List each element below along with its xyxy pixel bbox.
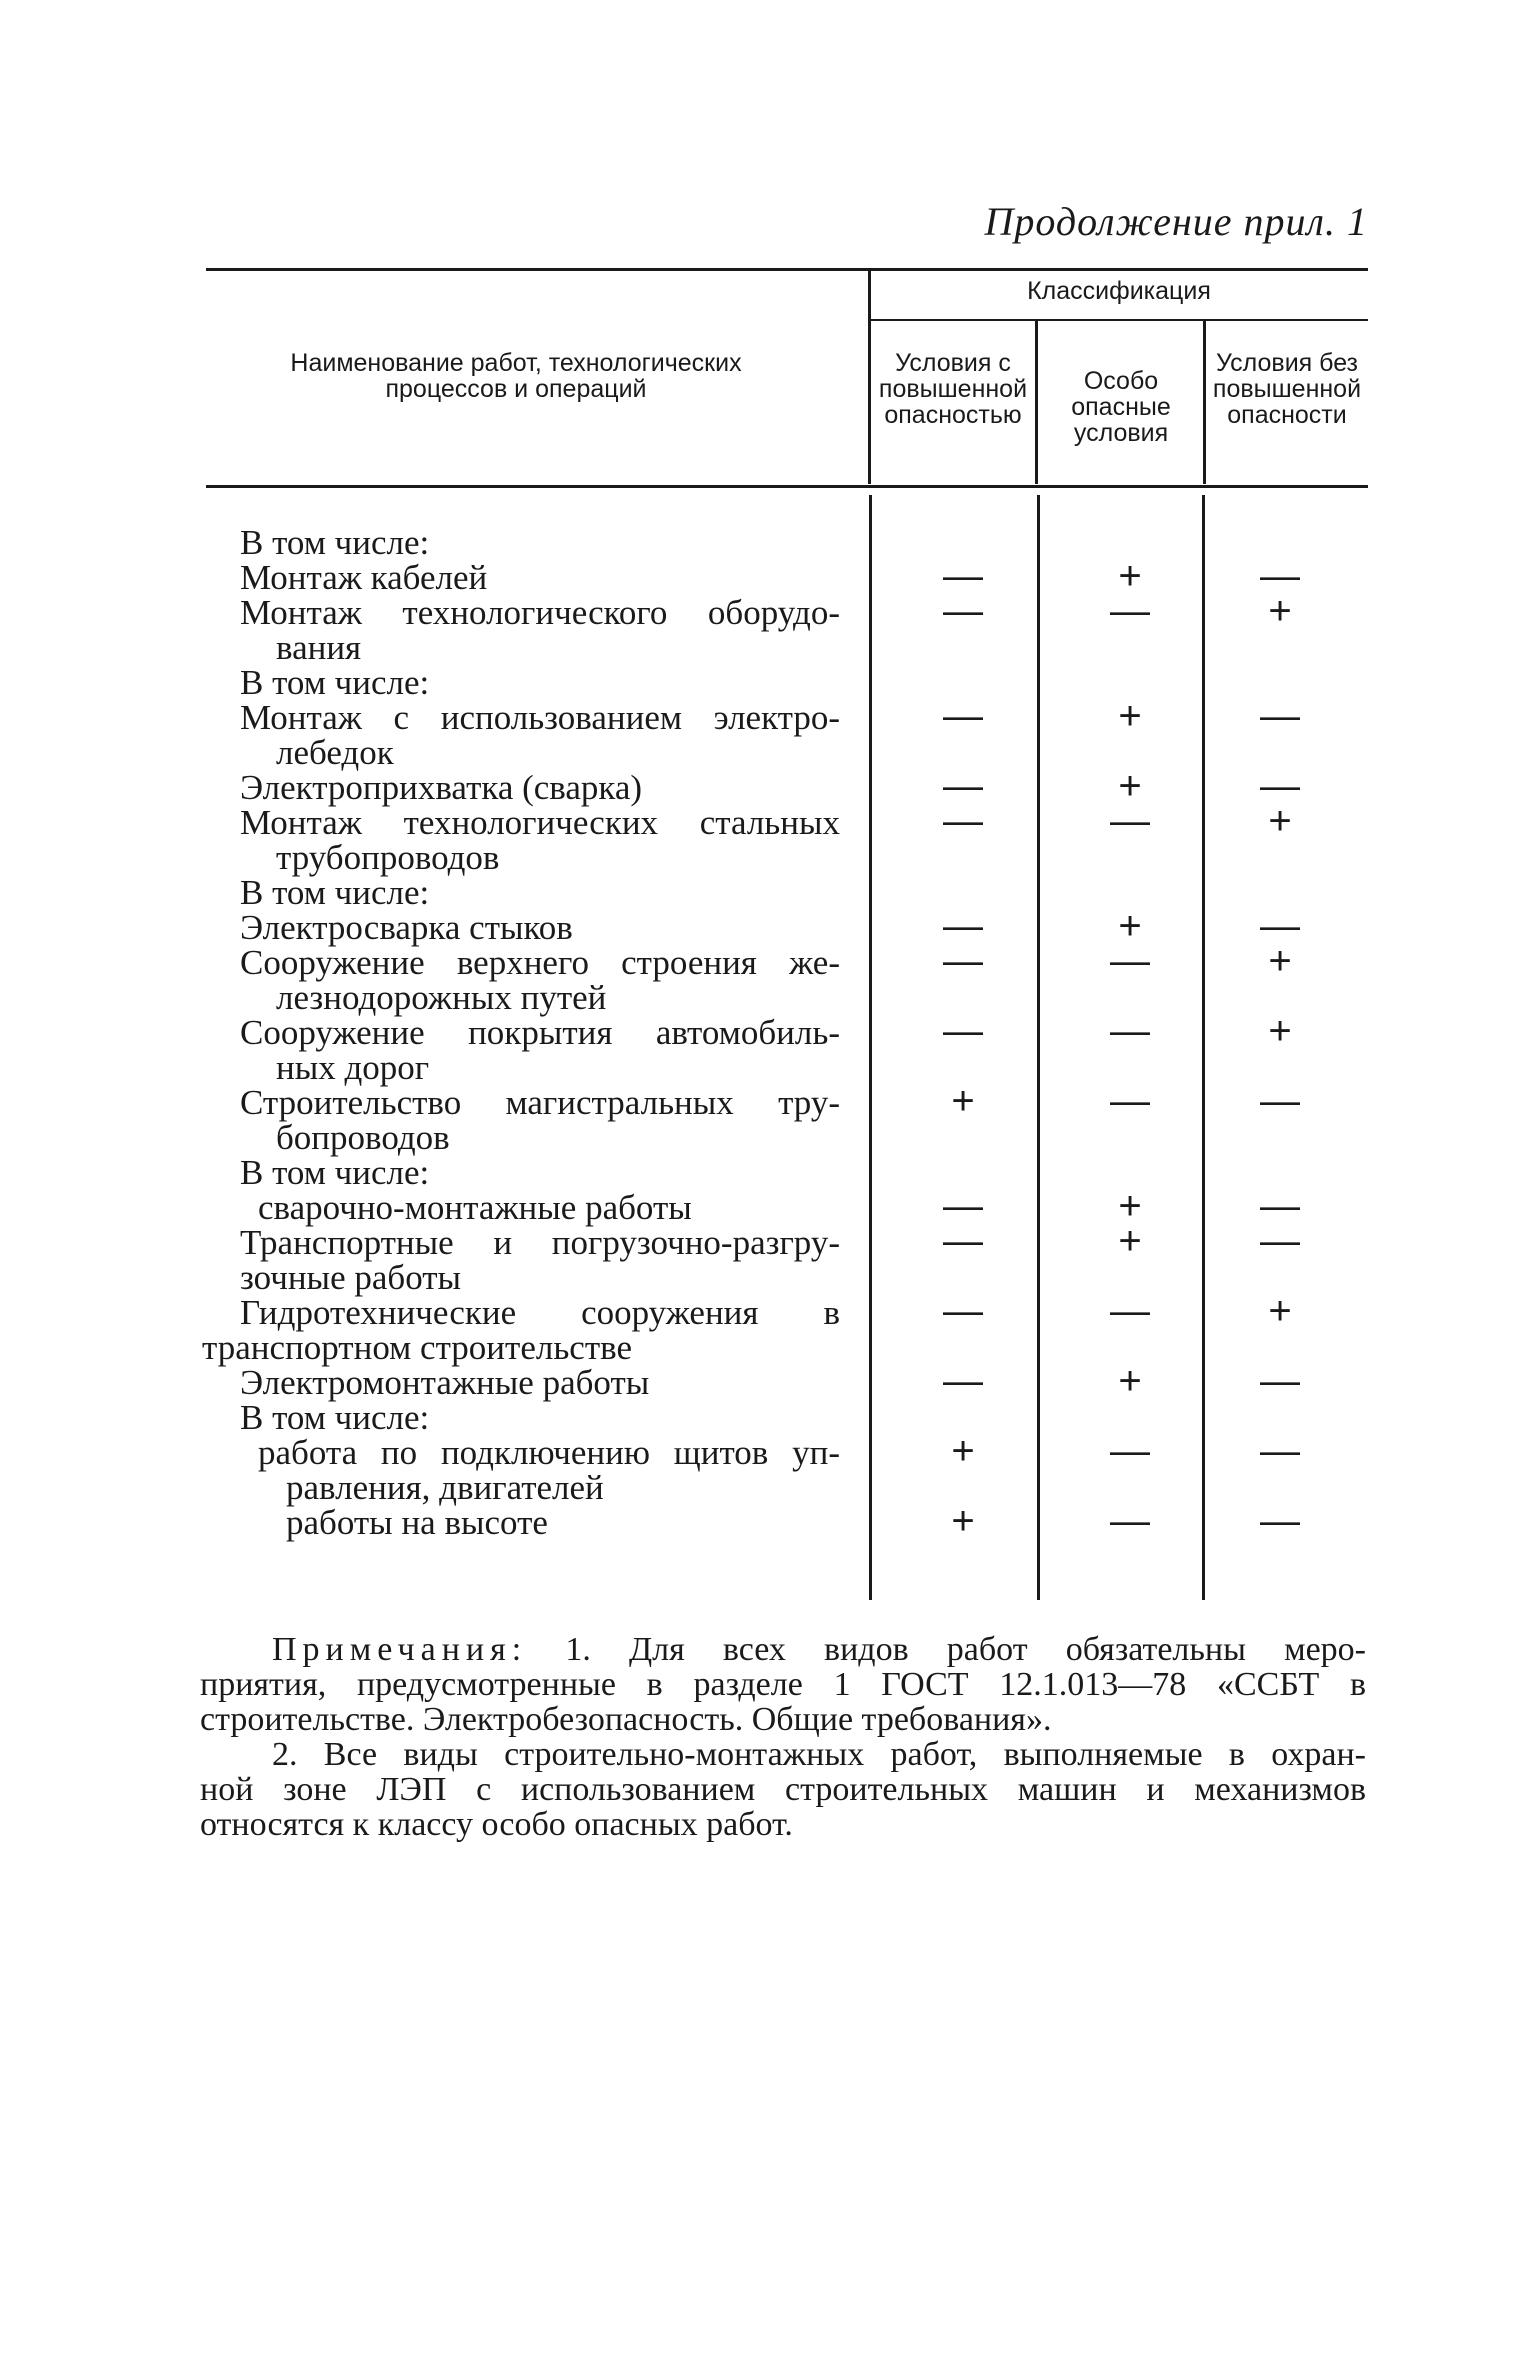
table-row: [0, 764, 1534, 808]
table-row: [0, 799, 1534, 877]
column-divider-2: [1035, 321, 1038, 484]
mark-increased-danger: +: [951, 1429, 975, 1473]
row-name-line2: лезнодорожных путей: [276, 978, 607, 1017]
group-underline: [870, 319, 1368, 321]
row-name-line2: зочные работы: [240, 1258, 462, 1297]
mark-especially-dangerous: +: [1118, 1359, 1142, 1403]
row-name-line1: Сооружение верхнего строения же-: [240, 943, 840, 982]
row-name-line1: работы на высоте: [286, 1503, 548, 1542]
row-name-line1: Монтаж с использованием электро-: [240, 698, 840, 737]
mark-especially-dangerous: —: [1110, 939, 1150, 983]
row-name-line1: В том числе:: [240, 523, 430, 562]
row-name-line2: вания: [276, 628, 362, 667]
mark-especially-dangerous: —: [1110, 1009, 1150, 1053]
table-row: [0, 1289, 1534, 1367]
mark-increased-danger: —: [943, 1219, 983, 1263]
mark-increased-danger: +: [951, 1079, 975, 1123]
table-row: [0, 554, 1534, 598]
mark-no-increased-danger: —: [1260, 1429, 1300, 1473]
row-name-line1: сварочно-монтажные работы: [258, 1188, 692, 1227]
header-col-especially-dangerous: Особо опасные условия: [1071, 367, 1171, 447]
mark-increased-danger: —: [943, 1009, 983, 1053]
mark-no-increased-danger: —: [1260, 1499, 1300, 1543]
row-name-line1: Монтаж кабелей: [240, 558, 488, 597]
row-name-line1: В том числе:: [240, 663, 430, 702]
mark-increased-danger: —: [943, 1289, 983, 1333]
mark-especially-dangerous: —: [1110, 1499, 1150, 1543]
table-row: [0, 904, 1534, 948]
mark-no-increased-danger: —: [1260, 694, 1300, 738]
row-name-line1: Монтаж технологических стальных: [240, 803, 840, 842]
mark-increased-danger: —: [943, 904, 983, 948]
table-row: [0, 1079, 1534, 1157]
header-col-no-increased-danger: Условия без повышенной опасности: [1212, 349, 1362, 429]
table-top-rule: [206, 268, 1368, 271]
row-name-line1: В том числе:: [240, 873, 430, 912]
mark-especially-dangerous: +: [1118, 904, 1142, 948]
mark-no-increased-danger: —: [1260, 1359, 1300, 1403]
table-row: [0, 589, 1534, 667]
table-row: [0, 1155, 1534, 1190]
header-bottom-rule: [206, 485, 1368, 488]
mark-increased-danger: —: [943, 764, 983, 808]
notes-block: [200, 1632, 1366, 1842]
note-1-line-1: [272, 1632, 1366, 1667]
table-row: [0, 694, 1534, 772]
note-1-line-2: приятия, предусмотренные в разделе 1 ГОСТ 12.1.013—78 «ССБТ в: [200, 1666, 1366, 1703]
table-row: [0, 525, 1534, 560]
mark-no-increased-danger: +: [1268, 1289, 1292, 1333]
header-classification: Классификация: [1027, 277, 1211, 305]
row-name-line1: Сооружение покрытия автомобиль-: [240, 1013, 840, 1052]
mark-no-increased-danger: +: [1268, 799, 1292, 843]
row-name-line2: ных дорог: [276, 1048, 430, 1087]
row-name-line1: Электроприхватка (сварка): [240, 768, 643, 807]
mark-especially-dangerous: —: [1110, 1079, 1150, 1123]
mark-increased-danger: —: [943, 554, 983, 598]
row-name-line1: В том числе:: [240, 1398, 430, 1437]
row-name-line1: Строительство магистральных тру-: [240, 1083, 840, 1122]
row-name-line2: транспортном строительстве: [202, 1328, 632, 1367]
continuation-caption: Продолжение прил. 1: [984, 199, 1368, 244]
mark-especially-dangerous: +: [1118, 1184, 1142, 1228]
mark-especially-dangerous: +: [1118, 1219, 1142, 1263]
note-2-line-1: 2. Все виды строительно-монтажных работ, выполняемые в охран-: [272, 1736, 1366, 1773]
table-row: [0, 1359, 1534, 1403]
mark-especially-dangerous: —: [1110, 799, 1150, 843]
note-2-line-2: ной зоне ЛЭП с использованием строительных машин и механизмов: [200, 1771, 1366, 1808]
mark-increased-danger: —: [943, 939, 983, 983]
mark-no-increased-danger: +: [1268, 939, 1292, 983]
row-name-line2: равления, двигателей: [286, 1468, 604, 1507]
table-row: [0, 665, 1534, 700]
mark-especially-dangerous: —: [1110, 1429, 1150, 1473]
row-name-line2: трубопроводов: [276, 838, 500, 877]
note-1-line-3: строительстве. Электробезопасность. Общие требования».: [200, 1701, 1052, 1738]
table-row: [0, 1009, 1534, 1087]
notes-label: Примечания:: [272, 1631, 528, 1668]
mark-increased-danger: —: [943, 694, 983, 738]
mark-no-increased-danger: —: [1260, 1219, 1300, 1263]
mark-increased-danger: —: [943, 589, 983, 633]
note-1-text: 1. Для всех видов работ обязательны меро-: [565, 1631, 1366, 1668]
mark-no-increased-danger: —: [1260, 1079, 1300, 1123]
mark-increased-danger: —: [943, 799, 983, 843]
row-name-line1: работа по подключению щитов уп-: [258, 1433, 840, 1472]
row-name-line1: Электросварка стыков: [240, 908, 573, 947]
table-row: [0, 1429, 1534, 1507]
table-row: [0, 1219, 1534, 1297]
mark-especially-dangerous: —: [1110, 1289, 1150, 1333]
mark-no-increased-danger: —: [1260, 1184, 1300, 1228]
mark-especially-dangerous: +: [1118, 554, 1142, 598]
row-name-line1: Электромонтажные работы: [240, 1363, 650, 1402]
mark-especially-dangerous: +: [1118, 694, 1142, 738]
row-name-line1: В том числе:: [240, 1153, 430, 1192]
table-row: [0, 1400, 1534, 1435]
table-row: [0, 1499, 1534, 1543]
table-row: [0, 1184, 1534, 1228]
mark-no-increased-danger: —: [1260, 904, 1300, 948]
mark-no-increased-danger: —: [1260, 554, 1300, 598]
mark-increased-danger: —: [943, 1359, 983, 1403]
mark-no-increased-danger: +: [1268, 1009, 1292, 1053]
mark-especially-dangerous: —: [1110, 589, 1150, 633]
mark-increased-danger: —: [943, 1184, 983, 1228]
header-name-column: Наименование работ, технологических процессов и операций: [290, 349, 742, 403]
mark-no-increased-danger: —: [1260, 764, 1300, 808]
row-name-line2: бопроводов: [276, 1118, 450, 1157]
row-name-line1: Монтаж технологического оборудо-: [240, 593, 840, 632]
row-name-line1: Транспортные и погрузочно-разгру-: [240, 1223, 840, 1262]
mark-especially-dangerous: +: [1118, 764, 1142, 808]
mark-no-increased-danger: +: [1268, 589, 1292, 633]
row-name-line1: Гидротехнические сооружения в: [240, 1293, 840, 1332]
mark-increased-danger: +: [951, 1499, 975, 1543]
row-name-line2: лебедок: [276, 733, 394, 772]
table-row: [0, 939, 1534, 1017]
note-2-line-3: относятся к классу особо опасных работ.: [200, 1806, 793, 1843]
header-col-increased-danger: Условия с повышенной опасностью: [878, 349, 1028, 429]
table-row: [0, 875, 1534, 910]
